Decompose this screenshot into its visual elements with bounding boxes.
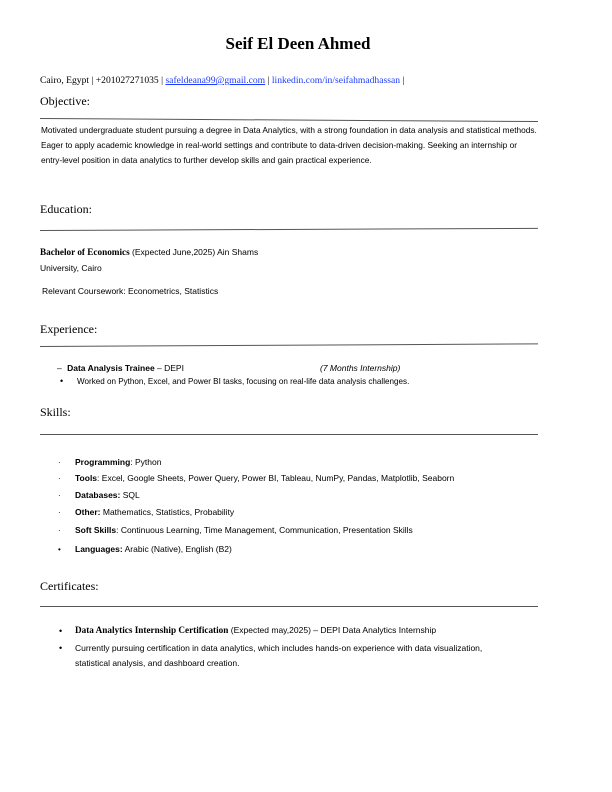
skill-label: Languages: [75,544,123,554]
skill-label: Databases: [75,490,121,500]
education-divider [40,228,538,231]
experience-heading: Experience: [40,322,98,336]
objective-divider [40,118,538,122]
certificate-name: Data Analytics Internship Certification [75,625,229,635]
role-title: Data Analysis Trainee [67,363,155,373]
experience-role-line [57,363,184,373]
certificates-heading: Certificates: [40,579,99,593]
skill-item-soft-skills: · Soft Skills: Continuous Learning, Time Management, Communication, Presentation Skills [58,525,413,535]
degree-name: Bachelor of Economics [40,247,130,257]
email-link[interactable]: safeldeana99@gmail.com [165,75,266,86]
candidate-name: Seif El Deen Ahmed [225,34,371,53]
skill-value: SQL [120,490,140,500]
skill-item-tools: · Tools: Excel, Google Sheets, Power Query, Power BI, Tableau, NumPy, Pandas, Matplotlib, Seaborn [58,473,455,483]
experience-bullet: • [60,376,64,386]
location-phone: Cairo, Egypt | +201027271035 | [40,75,164,86]
skill-value: Arabic (Native), English (B2) [122,544,232,554]
degree-detail: (Expected June,2025) Ain Shams [132,247,259,257]
contact-line [40,75,404,86]
skill-label: Other: [75,507,101,517]
degree-line [40,247,258,257]
certificate-bullet-1: • [59,626,63,636]
role-duration: (7 Months Internship) [320,363,401,373]
skills-heading: Skills: [40,405,71,419]
coursework-line: Relevant Coursework: Econometrics, Statistics [42,286,219,296]
skill-value: : Continuous Learning, Time Management, Communication, Presentation Skills [116,525,413,535]
certificate-detail: (Expected may,2025) – DEPI Data Analytics Internship [228,625,437,635]
skill-item-programming: · Programming: Python [58,457,162,467]
skill-label: Soft Skills [75,525,117,535]
certificates-divider [40,606,538,607]
skill-value: Mathematics, Statistics, Probability [100,507,235,517]
skill-item-languages: • Languages: Arabic (Native), English (B2) [58,544,232,554]
skill-label: Programming [75,457,131,467]
experience-divider [40,343,538,347]
certificate-bullet-2: • [59,643,63,653]
skills-divider [40,434,538,435]
certificate-description: Currently pursuing certification in data analytics, which includes hands-on experience with data visualization, statistical analysis, and dashboard creation. [75,643,483,669]
objective-heading: Objective: [40,94,90,108]
skill-value: : Python [130,457,162,467]
linkedin-link[interactable]: linkedin.com/in/seifahmadhassan [271,75,401,86]
education-heading: Education: [40,202,92,216]
experience-description: Worked on Python, Excel, and Power BI tasks, focusing on real-life data analysis challenges. [77,377,410,386]
contact-end-separator: | [402,75,405,86]
skill-item-other: · Other: Mathematics, Statistics, Probability [58,507,235,517]
skill-value: : Excel, Google Sheets, Power Query, Power BI, Tableau, NumPy, Pandas, Matplotlib, Seaborn [97,473,455,483]
objective-text: Motivated undergraduate student pursuing a degree in Data Analytics, with a strong foundation in data analysis and statistical methods. Eager to apply academic knowledge in real-world settings and contribute to data-driven decision-making. Seeking an internship or entry-level position in data analytics to further develop skills and gain practical experience. [41,125,537,166]
certificate-line [75,625,436,635]
contact-separator: | [267,75,270,86]
role-org: – DEPI [154,363,184,373]
role-dash: – [57,363,62,373]
skill-item-databases: · Databases: SQL [58,490,140,500]
skill-label: Tools [75,473,98,483]
university-line: University, Cairo [40,263,102,273]
